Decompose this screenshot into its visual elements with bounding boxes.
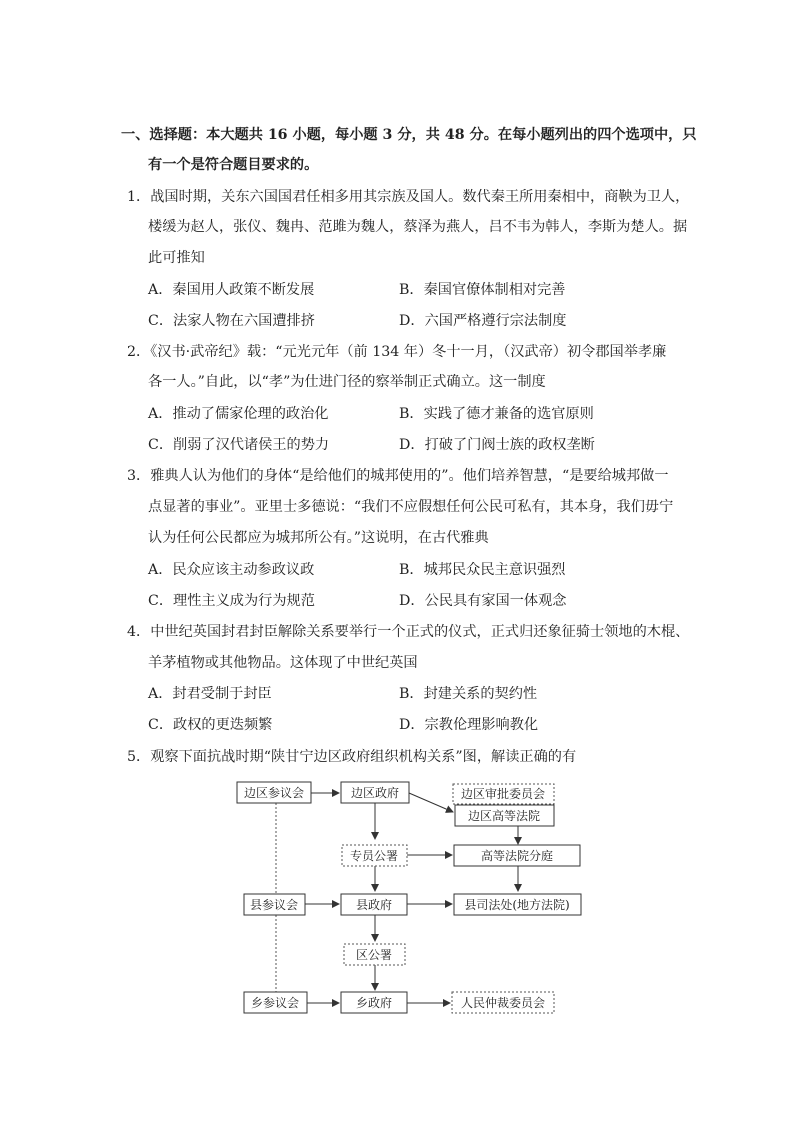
- q2-option-d[interactable]: D．打破了门阀士族的政权垄断: [399, 437, 595, 453]
- q1-option-b[interactable]: B．秦国官僚体制相对完善: [399, 282, 566, 298]
- q5-stem-line-1: 5．观察下面抗战时期“陕甘宁边区政府组织机构关系”图，解读正确的有: [127, 749, 577, 765]
- node-border-high-court-label: 边区高等法院: [467, 809, 541, 823]
- q2-option-c[interactable]: C．削弱了汉代诸侯王的势力: [148, 437, 330, 453]
- q4-stem-line-2: 羊茅植物或其他物品。这体现了中世纪英国: [148, 655, 418, 671]
- node-border-review: [453, 784, 554, 804]
- q1-option-c[interactable]: C．法家人物在六国遭排挤: [148, 313, 315, 329]
- q2-stem-line-2: 各一人。”自此，以“孝”为仕进门径的察举制正式确立。这一制度: [148, 374, 546, 390]
- q4-option-a[interactable]: A．封君受制于封臣: [148, 686, 272, 702]
- q2-option-b[interactable]: B．实践了德才兼备的选官原则: [399, 406, 594, 422]
- q2-stem-line-1: 2．《汉书·武帝纪》载：“元光元年（前 134 年）冬十一月，（汉武帝）初令郡国举孝廉: [127, 344, 667, 360]
- node-border-gov: [341, 782, 409, 803]
- node-border-gov-label: 边区政府: [350, 786, 400, 800]
- q3-option-d[interactable]: D．公民具有家国一体观念: [399, 593, 567, 609]
- node-county-gov-label: 县政府: [355, 898, 393, 912]
- node-arbitration-label: 人民仲裁委员会: [460, 996, 546, 1010]
- node-county-council-label: 县参议会: [249, 898, 299, 912]
- node-county-council: [244, 894, 305, 915]
- node-high-court-branch: [454, 845, 580, 866]
- node-high-court-branch-label: 高等法院分庭: [480, 849, 554, 863]
- node-township-council-label: 乡参议会: [250, 996, 300, 1010]
- node-border-council: [237, 782, 311, 803]
- node-commissioner: [342, 845, 407, 866]
- q4-option-b[interactable]: B．封建关系的契约性: [399, 686, 538, 702]
- q1-stem-line-1: 1．战国时期，关东六国国君任相多用其宗族及国人。数代秦王所用秦相中，商鞅为卫人，: [127, 189, 690, 205]
- node-border-high-court: [455, 805, 554, 826]
- node-county-gov: [341, 894, 407, 915]
- q3-stem-line-1: 3．雅典人认为他们的身体“是给他们的城邦使用的”。他们培养智慧，“是要给城邦做一: [127, 468, 669, 484]
- node-border-council-label: 边区参议会: [243, 786, 305, 800]
- node-district-office: [344, 944, 405, 965]
- q1-stem-line-2: 楼缓为赵人，张仪、魏冉、范雎为魏人，蔡泽为燕人，吕不韦为韩人，李斯为楚人。据: [148, 219, 688, 235]
- node-township-council: [244, 992, 307, 1013]
- node-county-judicial-label: 县司法处(地方法院): [464, 898, 570, 912]
- q2-option-a[interactable]: A．推动了儒家伦理的政治化: [148, 406, 329, 422]
- q3-option-a[interactable]: A．民众应该主动参政议政: [148, 562, 315, 578]
- q4-stem-line-1: 4．中世纪英国封君封臣解除关系要举行一个正式的仪式，正式归还象征骑士领地的木棍、: [127, 624, 690, 640]
- node-township-gov-label: 乡政府: [355, 996, 393, 1010]
- q1-option-a[interactable]: A．秦国用人政策不断发展: [148, 282, 315, 298]
- node-county-judicial: [454, 894, 581, 915]
- q3-option-b[interactable]: B．城邦民众民主意识强烈: [399, 562, 566, 578]
- node-township-gov: [341, 992, 407, 1013]
- q4-option-d[interactable]: D．宗教伦理影响教化: [399, 717, 539, 733]
- q1-option-d[interactable]: D．六国严格遵行宗法制度: [399, 313, 567, 329]
- node-arbitration: [452, 992, 554, 1013]
- node-commissioner-label: 专员公署: [349, 849, 399, 863]
- node-district-office-label: 区公署: [355, 948, 393, 962]
- q3-option-c[interactable]: C．理性主义成为行为规范: [148, 593, 315, 609]
- section-header-line-2: 有一个是符合题目要求的。: [148, 157, 319, 173]
- q3-stem-line-2: 点显著的事业”。亚里士多德说：“我们不应假想任何公民可私有，其本身，我们毋宁: [148, 499, 674, 515]
- node-border-review-label: 边区审批委员会: [460, 787, 546, 801]
- q3-stem-line-3: 认为任何公民都应为城邦所公有。”这说明，在古代雅典: [148, 530, 489, 546]
- q1-stem-line-3: 此可推知: [148, 250, 205, 266]
- section-header-line-1: 一、选择题：本大题共 16 小题，每小题 3 分，共 48 分。在每小题列出的四个选项中，只: [121, 127, 697, 143]
- arrow-border-gov-to-high-court: [409, 793, 453, 812]
- q4-option-c[interactable]: C．政权的更迭频繁: [148, 717, 273, 733]
